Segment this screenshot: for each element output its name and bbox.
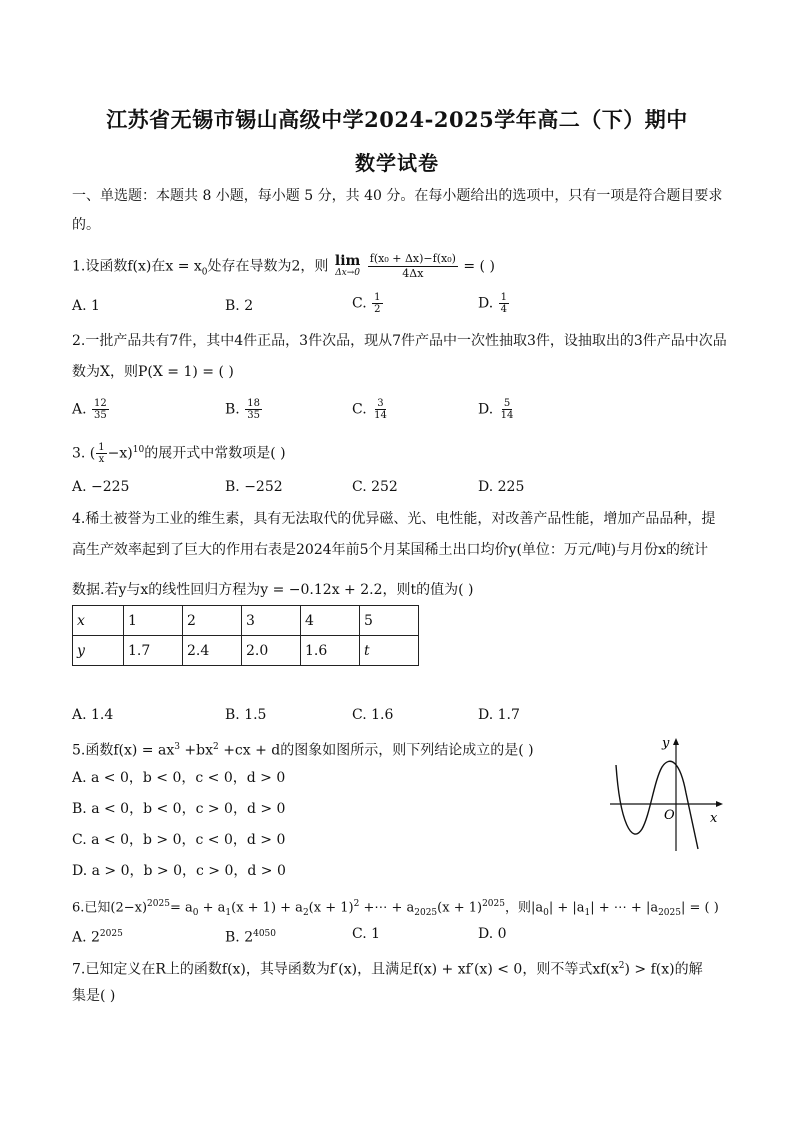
table-cell: 2.4: [183, 636, 242, 666]
q2-option-b[interactable]: [225, 398, 263, 421]
table-cell-y-label: y: [73, 636, 124, 666]
table-cell: 3: [242, 606, 301, 636]
question-2-line1: 2.一批产品共有7件，其中4件正品，3件次品，现从7件产品中一次性抽取3件，设抽取出的3件产品中次品: [72, 333, 727, 349]
question-6-stem: [72, 894, 719, 923]
q2-b-num: 18: [247, 398, 260, 409]
q3-option-b[interactable]: B. −252: [225, 479, 283, 495]
table-cell-x-label: x: [73, 606, 124, 636]
q3-exp: 10: [132, 445, 145, 455]
q1-stem-mid: 处存在导数为2，则: [207, 258, 329, 275]
q5-option-c[interactable]: C. a < 0，b > 0，c < 0，d > 0: [72, 832, 286, 848]
question-7-line1: [72, 956, 703, 980]
q4-option-b[interactable]: B. 1.5: [225, 707, 267, 723]
q6-b-exp: 4050: [253, 929, 277, 939]
q6-sub: 0: [543, 907, 549, 918]
q6-b-base: B. 2: [225, 929, 254, 946]
table-cell: 1: [124, 606, 183, 636]
q2-b-label: B.: [225, 401, 240, 418]
q6-option-d[interactable]: D. 0: [478, 926, 507, 942]
question-4-line1: 4.稀土被誉为工业的维生素，具有无法取代的优异磁、光、电性能，对改善产品性能，增加产品品种，提: [72, 511, 716, 527]
q5-option-d[interactable]: D. a > 0，b > 0，c > 0，d > 0: [72, 863, 286, 879]
q5-cubic-graph: [606, 733, 726, 857]
q4-data-table: [72, 605, 419, 666]
page-subtitle: 数学试卷: [355, 151, 439, 175]
q1-frac-num: f(x₀ + Δx)−f(x₀): [369, 252, 456, 265]
section-instructions-line2: 的。: [72, 217, 100, 233]
q2-d-label: D.: [478, 401, 494, 418]
q1-stem-before: 1.设函数f(x)在x = x: [72, 258, 202, 275]
q2-a-label: A.: [72, 401, 87, 418]
q6-part: (x + 1) + a: [231, 900, 303, 916]
q6-exp: 2025: [482, 899, 505, 909]
q6-sub: 0: [192, 907, 199, 918]
q7-exp: 2: [618, 961, 625, 971]
x-axis-label: x: [710, 811, 718, 826]
q1-c-den: 2: [374, 304, 381, 315]
q3-frac-den: x: [98, 454, 105, 466]
origin-label: O: [664, 808, 675, 823]
q5-exp1: 3: [174, 742, 180, 752]
q5-option-a[interactable]: A. a < 0，b < 0，c < 0，d > 0: [72, 770, 286, 786]
q1-stem-after: = ( ): [463, 258, 495, 275]
table-cell: 5: [360, 606, 419, 636]
y-axis-arrow-icon: [673, 738, 679, 745]
question-3-stem: [72, 440, 286, 465]
table-row: [73, 636, 419, 666]
q6-sub: 1: [584, 907, 591, 918]
q1-d-den: 4: [500, 304, 508, 315]
q1-option-c-frac: [372, 292, 382, 315]
q2-d-den: 14: [500, 410, 514, 421]
section-instructions-line1: 一、单选题：本题共 8 小题，每小题 5 分，共 40 分。在每小题给出的选项中，只有一项是符合题目要求: [72, 188, 723, 204]
page-title: 江苏省无锡市锡山高级中学2024-2025学年高二（下）期中: [106, 107, 688, 132]
q1-sub0: 0: [201, 267, 208, 278]
q1-frac-den: 4Δx: [402, 267, 424, 280]
q6-part: ，则|a: [504, 900, 544, 916]
q2-c-num: 3: [377, 398, 384, 409]
q4-option-c[interactable]: C. 1.6: [352, 707, 394, 723]
table-cell: t: [360, 636, 419, 666]
q6-sub: 2025: [658, 907, 681, 918]
q3-prefix: 3. (: [72, 445, 96, 462]
q1-option-c-label: C.: [352, 295, 367, 312]
q1-option-d-label: D.: [478, 295, 494, 312]
q3-suffix: 的展开式中常数项是( ): [144, 445, 286, 462]
q6-part: | + ⋯ + |a: [590, 900, 659, 916]
q3-option-c[interactable]: C. 252: [352, 479, 398, 495]
q4-option-a[interactable]: A. 1.4: [72, 707, 114, 723]
q2-d-frac: [499, 398, 516, 421]
q2-a-frac: [92, 398, 109, 421]
q1-limit: [334, 252, 361, 279]
q3-frac: [96, 442, 106, 465]
q5-stem-before: 5.函数f(x) = ax: [72, 742, 175, 759]
q2-c-label: C.: [352, 401, 367, 418]
q6-part: (x + 1): [437, 900, 483, 916]
table-cell: 1.6: [301, 636, 360, 666]
q5-option-b[interactable]: B. a < 0，b < 0，c > 0，d > 0: [72, 801, 286, 817]
q6-part: = a: [169, 900, 193, 916]
table-cell: 4: [301, 606, 360, 636]
q6-part: + a: [198, 900, 226, 916]
q2-a-den: 35: [94, 410, 107, 421]
q2-d-num: 5: [503, 398, 511, 409]
x-axis-arrow-icon: [716, 801, 723, 807]
q6-part: +⋯ + a: [359, 900, 415, 916]
q1-option-c[interactable]: [352, 292, 384, 315]
question-5-stem: [72, 737, 534, 761]
q6-exp: 2: [353, 899, 360, 909]
q2-a-num: 12: [94, 398, 107, 409]
y-axis-label: y: [662, 736, 670, 751]
q1-option-d[interactable]: [478, 292, 510, 315]
q5-exp2: 2: [213, 742, 219, 752]
q5-stem-mid: +bx: [179, 742, 214, 759]
q3-option-d[interactable]: D. 225: [478, 479, 525, 495]
question-7-line2: 集是( ): [72, 988, 116, 1004]
q2-option-a[interactable]: [72, 398, 110, 421]
q4-option-d[interactable]: D. 1.7: [478, 707, 520, 723]
q3-mid: −x): [107, 445, 133, 462]
q6-sub: 2: [302, 907, 309, 918]
q6-a-base: A. 2: [72, 929, 100, 946]
q3-frac-num: 1: [98, 442, 105, 454]
table-cell: 2.0: [242, 636, 301, 666]
q6-sub: 2025: [414, 907, 438, 918]
q2-option-d[interactable]: [478, 398, 516, 421]
cubic-curve: [616, 761, 698, 849]
q1-option-a[interactable]: A. 1: [72, 298, 100, 314]
q6-option-c[interactable]: C. 1: [352, 926, 381, 942]
q6-part: (x + 1): [308, 900, 354, 916]
q1-lim-under: Δx→0: [335, 267, 361, 278]
table-row: [73, 606, 419, 636]
q6-part: | + |a: [548, 900, 585, 916]
q6-option-a[interactable]: [72, 924, 123, 948]
q7-part: ) > f(x)的解: [624, 961, 703, 978]
table-cell: 1.7: [124, 636, 183, 666]
q2-b-frac: [245, 398, 262, 421]
q6-a-exp: 2025: [99, 929, 123, 939]
question-4-line2: 高生产效率起到了巨大的作用右表是2024年前5个月某国稀土出口均价y(单位：万元/吨)与月份x的统计: [72, 542, 708, 558]
q2-c-den: 14: [374, 410, 387, 421]
q1-option-b[interactable]: B. 2: [225, 298, 254, 314]
q1-c-num: 1: [374, 292, 381, 303]
q6-option-b[interactable]: [225, 924, 276, 948]
question-4-line3: 数据.若y与x的线性回归方程为y = −0.12x + 2.2，则t的值为( ): [72, 582, 474, 598]
q6-exp: 2025: [147, 899, 170, 909]
q5-stem-after: +cx + d的图象如图所示，则下列结论成立的是( ): [218, 742, 534, 759]
q2-b-den: 35: [247, 410, 260, 421]
q6-sub: 1: [225, 907, 232, 918]
question-1-stem: [72, 252, 495, 282]
q2-option-c[interactable]: [352, 398, 390, 421]
q1-option-d-frac: [499, 292, 509, 315]
q6-part: 6.已知(2−x): [72, 900, 148, 916]
q6-part: | = ( ): [680, 900, 719, 916]
q3-option-a[interactable]: A. −225: [72, 479, 130, 495]
q1-d-num: 1: [500, 292, 508, 303]
q7-part: 7.已知定义在R上的函数f(x)，其导函数为f′(x)，且满足f(x) + xf′(x) < 0，则不等式xf(x: [72, 961, 619, 978]
q1-lim-word: lim: [334, 252, 361, 269]
q1-fraction: [368, 252, 458, 281]
q2-c-frac: [372, 398, 389, 421]
question-2-line2: 数为X，则P(X = 1) = ( ): [72, 364, 234, 380]
table-cell: 2: [183, 606, 242, 636]
